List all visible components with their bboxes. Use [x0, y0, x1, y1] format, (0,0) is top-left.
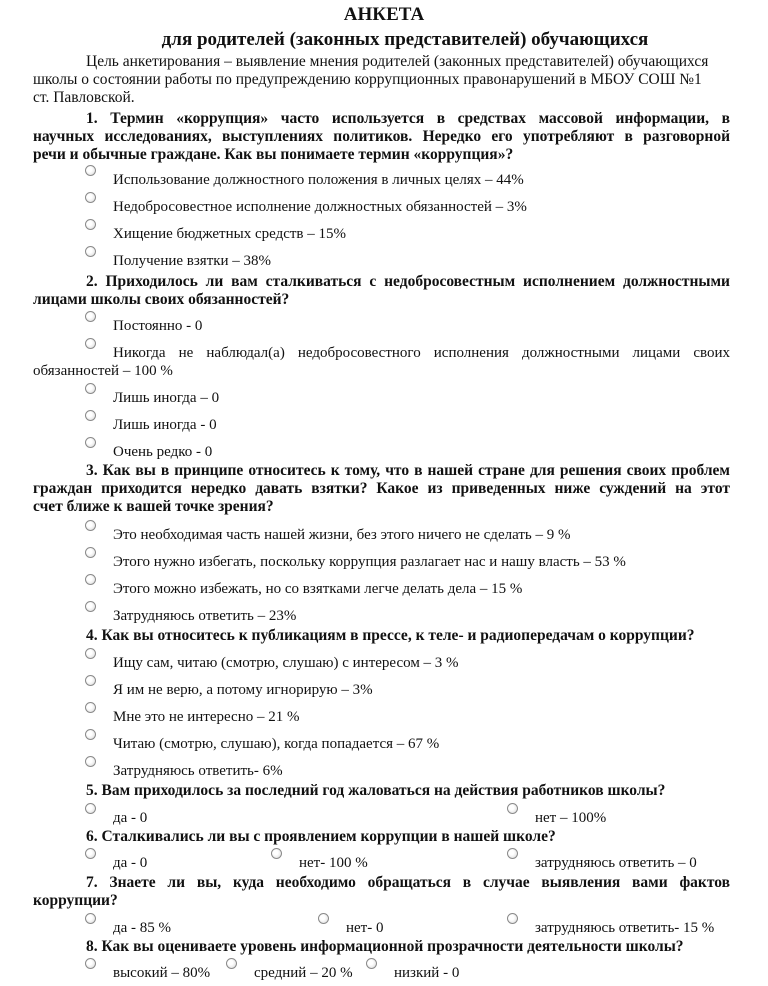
radio-button[interactable]: [226, 958, 237, 969]
radio-button[interactable]: [85, 410, 96, 421]
radio-button[interactable]: [318, 913, 329, 924]
question-4-text: 4. Как вы относитесь к публикациям в прессе, к теле- и радиопередачам о коррупции?: [86, 627, 695, 644]
radio-button[interactable]: [85, 246, 96, 257]
option-label: Я им не верю, а потому игнорирую – 3%: [113, 682, 373, 698]
option-label: Затрудняюсь ответить- 6%: [113, 763, 283, 779]
radio-button[interactable]: [85, 311, 96, 322]
radio-button[interactable]: [271, 848, 282, 859]
option-label: Хищение бюджетных средств – 15%: [113, 226, 347, 242]
intro-line: школы о состоянии работы по предупреждению коррупционных правонарушений в МБОУ СОШ №1: [33, 71, 702, 88]
option-label: Получение взятки – 38%: [113, 253, 272, 269]
radio-button[interactable]: [85, 913, 96, 924]
radio-button[interactable]: [85, 437, 96, 448]
option-label: нет- 100 %: [299, 855, 368, 871]
option-label: высокий – 80%: [113, 965, 211, 981]
radio-button[interactable]: [85, 547, 96, 558]
radio-button[interactable]: [85, 601, 96, 612]
radio-button[interactable]: [85, 648, 96, 659]
question-8-text: 8. Как вы оцениваете уровень информационной прозрачности деятельности школы?: [86, 938, 684, 955]
page-title: АНКЕТА: [343, 4, 425, 25]
radio-button[interactable]: [85, 958, 96, 969]
question-6-text: 6. Сталкивались ли вы с проявлением коррупции в нашей школе?: [86, 828, 556, 845]
option-label: затрудняюсь ответить- 15 %: [535, 920, 715, 936]
question-1-text: речи и обычные граждане. Как вы понимаете термин «коррупция»?: [33, 146, 514, 163]
option-label: Этого можно избежать, но со взятками легче делать дела – 15 %: [113, 581, 523, 597]
option-label: Лишь иногда – 0: [113, 390, 220, 406]
radio-button[interactable]: [366, 958, 377, 969]
option-label: Читаю (смотрю, слушаю), когда попадается – 67 %: [113, 736, 440, 752]
option-label: Ищу сам, читаю (смотрю, слушаю) с интересом – 3 %: [113, 655, 459, 671]
radio-button[interactable]: [85, 756, 96, 767]
radio-button[interactable]: [507, 913, 518, 924]
option-label: да - 85 %: [113, 920, 172, 936]
option-label: нет- 0: [346, 920, 384, 936]
option-label: Никогда не наблюдал(а) недобросовестного исполнения должностными лицами своих: [113, 345, 730, 361]
option-label: Очень редко - 0: [113, 444, 213, 460]
question-2-text: лицами школы своих обязанностей?: [33, 291, 290, 308]
option-label: затрудняюсь ответить – 0: [535, 855, 697, 871]
question-3-text: счет ближе к вашей точке зрения?: [33, 498, 274, 515]
radio-button[interactable]: [85, 520, 96, 531]
radio-button[interactable]: [85, 574, 96, 585]
option-label: средний – 20 %: [254, 965, 353, 981]
option-label: Этого нужно избегать, поскольку коррупция разлагает нас и нашу власть – 53 %: [113, 554, 626, 570]
radio-button[interactable]: [85, 675, 96, 686]
option-label: Мне это не интересно – 21 %: [113, 709, 300, 725]
option-label: да - 0: [113, 855, 148, 871]
question-2-text: 2. Приходилось ли вам сталкиваться с недобросовестным исполнением должностными: [86, 273, 730, 290]
option-label: да - 0: [113, 810, 148, 826]
intro-line: ст. Павловской.: [33, 89, 135, 106]
option-label: Использование должностного положения в личных целях – 44%: [113, 172, 524, 188]
option-label: низкий - 0: [394, 965, 460, 981]
question-1-text: 1. Термин «коррупция» часто используется в средствах массовой информации, в: [86, 110, 730, 127]
question-3-text: граждан приходится нередко давать взятки? Какое из приведенных ниже суждений на этот: [33, 480, 730, 497]
option-label: Затрудняюсь ответить – 23%: [113, 608, 297, 624]
question-7-text: коррупции?: [33, 892, 118, 909]
radio-button[interactable]: [85, 848, 96, 859]
question-1-text: научных исследованиях, выступлениях политиков. Нередко его употребляют в разговорной: [33, 128, 730, 145]
radio-button[interactable]: [85, 192, 96, 203]
question-7-text: 7. Знаете ли вы, куда необходимо обращаться в случае выявления вами фактов: [86, 874, 730, 891]
question-3-text: 3. Как вы в принципе относитесь к тому, что в нашей стране для решения своих проблем: [86, 462, 730, 479]
radio-button[interactable]: [85, 219, 96, 230]
option-label: обязанностей – 100 %: [33, 363, 173, 379]
radio-button[interactable]: [85, 383, 96, 394]
radio-button[interactable]: [85, 803, 96, 814]
radio-button[interactable]: [507, 803, 518, 814]
radio-button[interactable]: [85, 702, 96, 713]
option-label: Лишь иногда - 0: [113, 417, 217, 433]
radio-button[interactable]: [85, 729, 96, 740]
radio-button[interactable]: [507, 848, 518, 859]
option-label: Это необходимая часть нашей жизни, без этого ничего не сделать – 9 %: [113, 527, 571, 543]
page-subtitle: для родителей (законных представителей) обучающихся: [161, 29, 649, 50]
option-label: Недобросовестное исполнение должностных обязанностей – 3%: [113, 199, 527, 215]
radio-button[interactable]: [85, 165, 96, 176]
option-label: нет – 100%: [535, 810, 607, 826]
question-5-text: 5. Вам приходилось за последний год жаловаться на действия работников школы?: [86, 782, 666, 799]
intro-line: Цель анкетирования – выявление мнения родителей (законных представителей) обучающихся: [86, 53, 709, 70]
radio-button[interactable]: [85, 338, 96, 349]
option-label: Постоянно - 0: [113, 318, 203, 334]
